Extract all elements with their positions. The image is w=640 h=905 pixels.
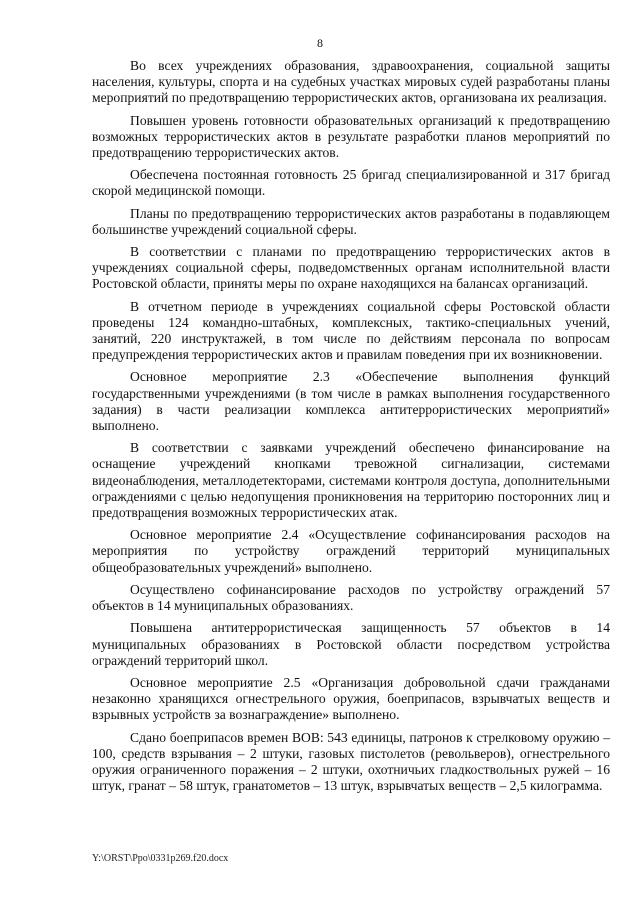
paragraph: Повышена антитеррористическая защищенность 57 объектов в 14 муниципальных образованиях в Ростовской области посредством устройства ограждений территорий школ. [92,620,610,668]
paragraph: Планы по предотвращению террористических актов разработаны в подавляющем большинстве учреждений социальной сферы. [92,205,610,237]
paragraph: В соответствии с заявками учреждений обеспечено финансирование на оснащение учреждений кнопками тревожной сигнализации, системами видеонаблюдения, металлодетекторами, системами контроля доступа, дополнительными ограждениями с целью недопущения проникновения на территорию посторонних лиц и предотвращения возможных террористических атак. [92,440,610,521]
paragraph: Основное мероприятие 2.3 «Обеспечение выполнения функций государственными учреждениями (в том числе в рамках выполнения государственного задания) в части реализации комплекса антитеррористических мероприятий» выполнено. [92,369,610,434]
paragraph: Основное мероприятие 2.4 «Осуществление софинансирования расходов на мероприятия по устройству ограждений территорий муниципальных общеобразовательных учреждений» выполнено. [92,527,610,575]
footer-file-path: Y:\ORST\Ppo\0331p269.f20.docx [92,853,229,864]
paragraph: Сдано боеприпасов времен ВОВ: 543 единицы, патронов к стрелковому оружию – 100, средств взрывания – 2 штуки, газовых пистолетов (револьверов), огнестрельного оружия ограниченного поражения – 2 штуки, охотничьих гладкоствольных ружей – 16 штук, гранат – 58 штук, гранатометов – 13 штук, взрывчатых веществ – 2,5 килограмма. [92,729,610,794]
paragraph: Повышен уровень готовности образовательных организаций к предотвращению возможных террористических актов в результате разработки планов мероприятий по предотвращению террористических актов. [92,112,610,161]
paragraph: Осуществлено софинансирование расходов по устройству ограждений 57 объектов в 14 муниципальных образованиях. [92,581,610,614]
paragraph: В отчетном периоде в учреждениях социальной сферы Ростовской области проведены 124 командно-штабных, комплексных, тактико-специальных учений, занятий, 220 инструктажей, в том числе по действиям персонала по вопросам предупреждения террористических актов и правилам поведения при их возникновении. [92,298,610,363]
paragraph: В соответствии с планами по предотвращению террористических актов в учреждениях социальной сферы, подведомственных органам исполнительной власти Ростовской области, приняты меры по охране находящихся на балансах организаций. [92,244,610,292]
page-number: 8 [317,36,323,50]
paragraph: Основное мероприятие 2.5 «Организация добровольной сдачи гражданами незаконно хранящихся огнестрельного оружия, боеприпасов, взрывчатых веществ и взрывных устройств за вознаграждение» выполнено. [92,674,610,723]
paragraph: Обеспечена постоянная готовность 25 бригад специализированной и 317 бригад скорой медицинской помощи. [92,167,610,199]
paragraph: Во всех учреждениях образования, здравоохранения, социальной защиты населения, культуры, спорта и на судебных участках мировых судей разработаны планы мероприятий по предотвращению террористических актов, организована их реализация. [92,58,610,106]
document-body [92,58,610,800]
